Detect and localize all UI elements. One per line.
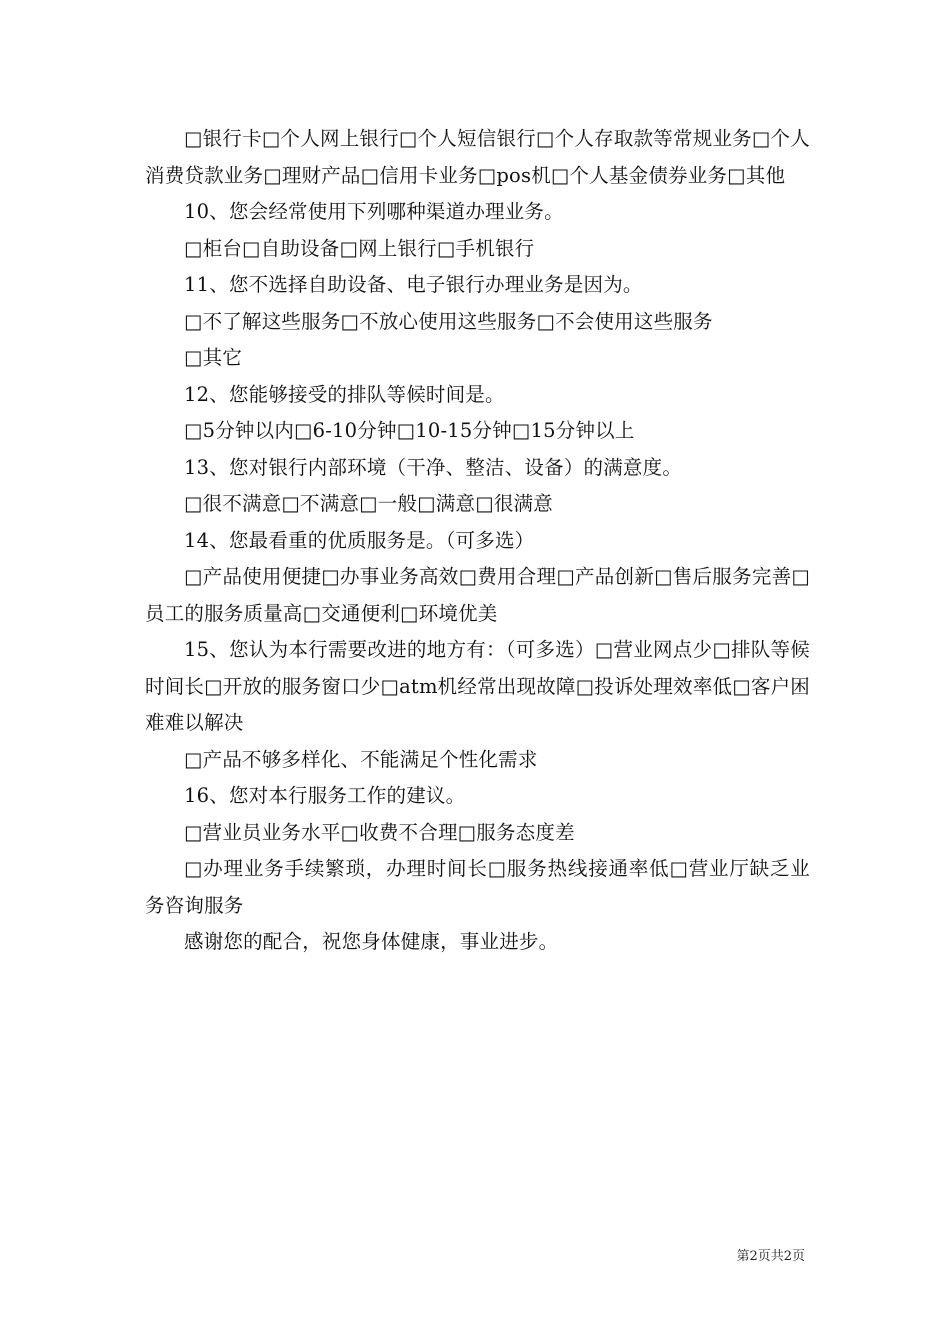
- question-10: 10、您会经常使用下列哪种渠道办理业务。: [184, 200, 564, 223]
- question-16-options: □营业员业务水平□收费不合理□服务态度差: [184, 820, 575, 844]
- question-14: 14、您最看重的优质服务是。（可多选）: [184, 528, 535, 552]
- page-number-footer: 第2页共2页: [736, 1249, 805, 1264]
- paragraph-bank-services-options: □银行卡□个人网上银行□个人短信银行□个人存取款等常规业务□个人消费贷款业务□理财产品□信用卡业务□pos机□个人基金债券业务□其他: [145, 127, 810, 187]
- question-13: 13、您对银行内部环境（干净、整洁、设备）的满意度。: [184, 455, 683, 479]
- question-13-options: □很不满意□不满意□一般□满意□很满意: [184, 492, 553, 515]
- question-11-options-other: □其它: [184, 346, 243, 369]
- question-12: 12、您能够接受的排队等候时间是。: [184, 382, 505, 406]
- question-10-options: □柜台□自助设备□网上银行□手机银行: [184, 236, 535, 260]
- question-11-options: □不了解这些服务□不放心使用这些服务□不会使用这些服务: [184, 309, 713, 333]
- question-16: 16、您对本行服务工作的建议。: [184, 784, 466, 807]
- closing-thanks: 感谢您的配合，祝您身体健康，事业进步。: [184, 930, 559, 953]
- question-16-options-extra: □办理业务手续繁琐，办理时间长□服务热线接通率低□营业厅缺乏业务咨询服务: [145, 857, 810, 917]
- question-12-options: □5分钟以内□6-10分钟□10-15分钟□15分钟以上: [184, 419, 635, 442]
- question-15: 15、您认为本行需要改进的地方有：（可多选）□营业网点少□排队等候时间长□开放的服务窗口少□atm机经常出现故障□投诉处理效率低□客户困难难以解决: [145, 638, 810, 734]
- question-14-options: □产品使用便捷□办事业务高效□费用合理□产品创新□售后服务完善□员工的服务质量高□交通便利□环境优美: [145, 565, 810, 625]
- question-11: 11、您不选择自助设备、电子银行办理业务是因为。: [184, 273, 643, 296]
- document-body: [145, 121, 810, 961]
- question-15-options-extra: □产品不够多样化、不能满足个性化需求: [184, 747, 538, 771]
